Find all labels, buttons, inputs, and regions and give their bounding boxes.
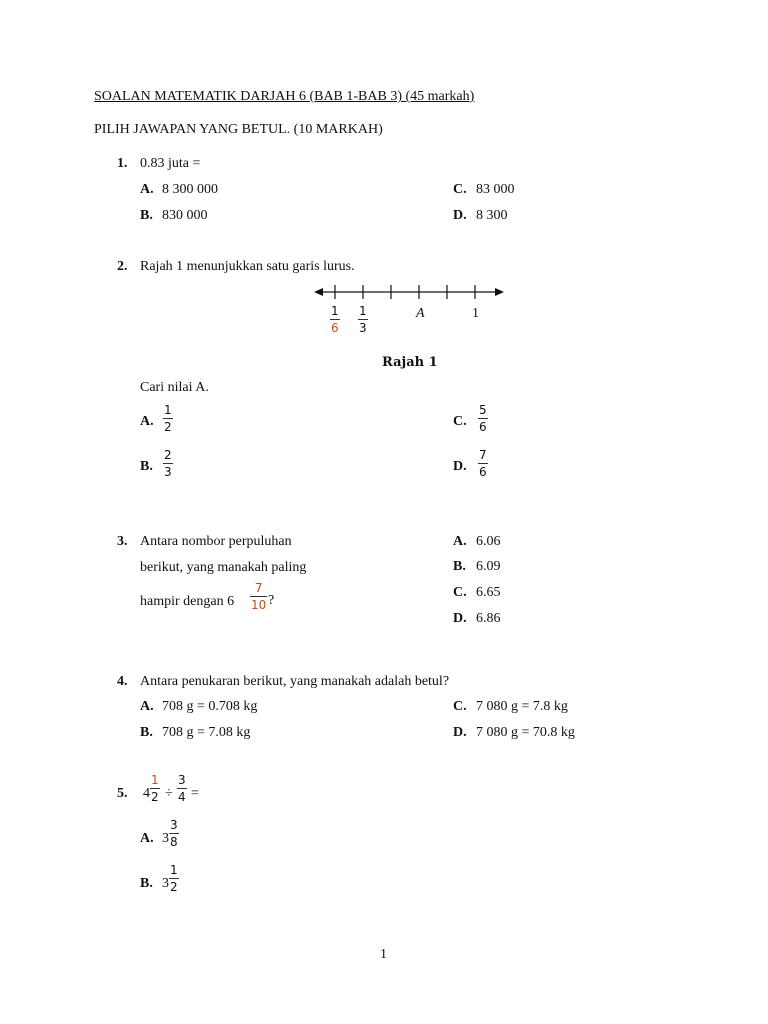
option-key: B. [140, 208, 153, 223]
option-key: A. [140, 182, 154, 197]
option-a[interactable]: 8 300 000 [162, 182, 218, 197]
option-key: B. [140, 725, 153, 740]
question-number: 1. [117, 156, 128, 171]
option-key: D. [453, 208, 467, 223]
mixed-whole: 3 [162, 831, 169, 846]
option-key: A. [140, 414, 154, 429]
option-b[interactable]: 708 g = 7.08 kg [162, 725, 251, 740]
figure-caption: Rajah 1 [382, 355, 438, 370]
option-key: A. [140, 831, 154, 846]
question-number: 4. [117, 674, 128, 689]
numberline-label-one-sixth: 1 6 [331, 304, 339, 335]
question-stem: Antara penukaran berikut, yang manakah adalah betul? [140, 674, 450, 689]
option-d[interactable]: 7 6 [479, 448, 487, 479]
mixed-fraction: 3 8 [170, 818, 178, 849]
option-key: B. [140, 459, 153, 474]
option-key: D. [453, 611, 467, 626]
option-b[interactable]: 2 3 [164, 448, 172, 479]
page-title: SOALAN MATEMATIK DARJAH 6 (BAB 1-BAB 3) (45 markah) [94, 89, 475, 104]
question-stem-line: berikut, yang manakah paling [140, 560, 307, 575]
option-b[interactable]: 6.09 [476, 559, 501, 574]
divide-sign: ÷ [165, 786, 173, 801]
option-key: D. [453, 459, 467, 474]
option-key: C. [453, 699, 467, 714]
option-key: A. [140, 699, 154, 714]
numberline-label-one: 1 [472, 306, 479, 321]
question-mark: ? [268, 593, 275, 608]
option-c[interactable]: 7 080 g = 7.8 kg [476, 699, 568, 714]
instruction: PILIH JAWAPAN YANG BETUL. (10 MARKAH) [94, 122, 383, 137]
mixed-whole: 4 [143, 786, 150, 801]
question-stem: 0.83 juta = [140, 156, 201, 171]
option-c[interactable]: 83 000 [476, 182, 515, 197]
question-number: 2. [117, 259, 128, 274]
option-a[interactable]: 1 2 [164, 403, 172, 434]
equals-sign: = [191, 786, 199, 801]
page-number: 1 [380, 947, 387, 962]
option-a[interactable]: 6.06 [476, 534, 501, 549]
numberline-point-a: A [416, 306, 425, 321]
option-key: C. [453, 585, 467, 600]
question-stem-line: Antara nombor perpuluhan [140, 534, 292, 549]
option-key: C. [453, 182, 467, 197]
fraction-one-half: 1 2 [151, 773, 159, 804]
fraction-three-quarters: 3 4 [178, 773, 186, 804]
numberline-label-one-third: 1 3 [359, 304, 367, 335]
mixed-whole: 3 [162, 876, 169, 891]
mixed-fraction: 1 2 [170, 863, 178, 894]
question-number: 5. [117, 786, 128, 801]
option-d[interactable]: 7 080 g = 70.8 kg [476, 725, 575, 740]
option-c[interactable]: 5 6 [479, 403, 487, 434]
number-line [314, 280, 504, 304]
option-d[interactable]: 8 300 [476, 208, 508, 223]
option-d[interactable]: 6.86 [476, 611, 501, 626]
option-key: C. [453, 414, 467, 429]
option-key: D. [453, 725, 467, 740]
option-key: A. [453, 534, 467, 549]
question-stem: Rajah 1 menunjukkan satu garis lurus. [140, 259, 355, 274]
option-key: B. [140, 876, 153, 891]
option-a[interactable]: 708 g = 0.708 kg [162, 699, 258, 714]
option-key: B. [453, 559, 466, 574]
mixed-number-fraction: 7 10 [251, 581, 267, 612]
option-c[interactable]: 6.65 [476, 585, 501, 600]
option-b[interactable]: 830 000 [162, 208, 208, 223]
question-ask: Cari nilai A. [140, 380, 209, 395]
question-stem-line: hampir dengan 6 [140, 594, 235, 609]
question-number: 3. [117, 534, 128, 549]
